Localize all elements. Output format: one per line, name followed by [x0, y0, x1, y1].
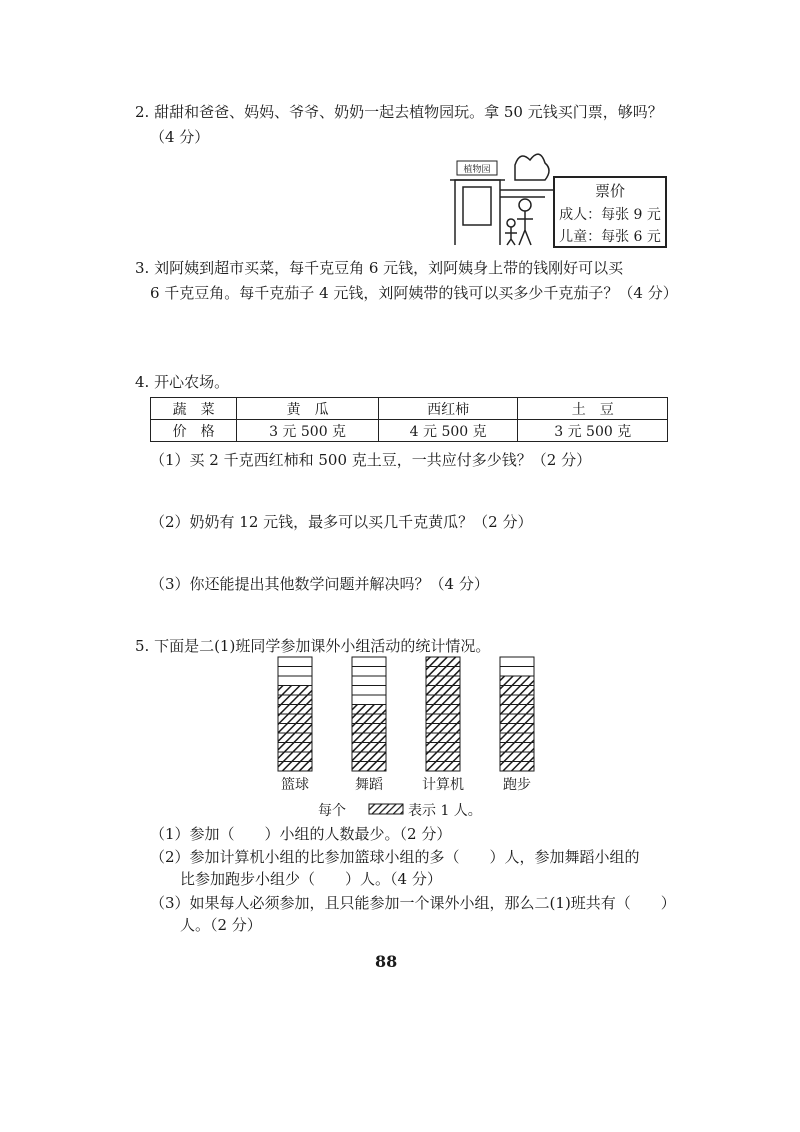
q5-sub1: （1）参加（ ）小组的人数最少。（2 分） [150, 825, 452, 843]
bar-cell [500, 667, 534, 677]
bar-cell [278, 733, 312, 743]
garden-gate-illustration [445, 145, 555, 250]
bar-cell [352, 676, 386, 686]
category-label-篮球: 篮球 [281, 777, 309, 793]
bar-cell [500, 657, 534, 667]
bar-cell [352, 714, 386, 724]
bar-cell [278, 686, 312, 696]
bar-cell [278, 705, 312, 715]
table-cell: 4 元 500 克 [378, 420, 518, 442]
bar-cell [500, 695, 534, 705]
table-cell: 土 豆 [518, 398, 668, 420]
category-label-跑步: 跑步 [503, 777, 531, 793]
bar-cell [426, 695, 460, 705]
vegetable-price-table [150, 397, 668, 442]
bar-cell [278, 762, 312, 772]
bar-cell [278, 667, 312, 677]
bar-cell [352, 743, 386, 753]
bar-cell [352, 695, 386, 705]
q4-sub2: （2）奶奶有 12 元钱，最多可以买几千克黄瓜？（2 分） [150, 513, 533, 531]
bar-cell [426, 657, 460, 667]
bar-cell [352, 657, 386, 667]
bar-cell [500, 676, 534, 686]
bar-cell [278, 724, 312, 734]
q2-text-line1: 2. 甜甜和爸爸、妈妈、爷爷、奶奶一起去植物园玩。拿 50 元钱买门票，够吗？ [135, 103, 663, 121]
bar-cell [352, 724, 386, 734]
table-cell: 黄 瓜 [237, 398, 379, 420]
legend-prefix: 每个 [318, 803, 346, 819]
bar-跑步 [500, 657, 534, 771]
ticket-price-box [553, 176, 667, 248]
bar-cell [500, 686, 534, 696]
q4-sub1: （1）买 2 千克西红柿和 500 克土豆，一共应付多少钱？（2 分） [150, 451, 592, 469]
bar-cell [500, 705, 534, 715]
bar-cell [500, 714, 534, 724]
bar-cell [426, 676, 460, 686]
bar-cell [426, 752, 460, 762]
q2-text-line2: （4 分） [150, 128, 210, 146]
garden-sign: 植物园 [463, 165, 491, 175]
table-row [151, 398, 668, 420]
bar-cell [278, 657, 312, 667]
bar-cell [500, 743, 534, 753]
bar-cell [352, 733, 386, 743]
bar-cell [426, 667, 460, 677]
bar-cell [500, 752, 534, 762]
bar-cell [426, 705, 460, 715]
table-cell: 蔬 菜 [151, 398, 237, 420]
q5-sub3-line2: 人。（2 分） [180, 916, 262, 934]
bar-cell [426, 762, 460, 772]
bar-cell [500, 724, 534, 734]
bar-cell [278, 695, 312, 705]
bar-cell [500, 762, 534, 772]
bar-计算机 [426, 657, 460, 771]
bar-cell [352, 762, 386, 772]
price-adult: 成人：每张 9 元 [559, 207, 661, 223]
q4-sub3: （3）你还能提出其他数学问题并解决吗？（4 分） [150, 575, 489, 593]
bar-cell [352, 686, 386, 696]
activity-bar-chart [270, 655, 560, 800]
price-child: 儿童：每张 6 元 [559, 229, 661, 245]
q4-title: 4. 开心农场。 [135, 373, 230, 391]
bar-舞蹈 [352, 657, 386, 771]
bar-cell [426, 714, 460, 724]
bar-cell [278, 743, 312, 753]
bar-cell [278, 676, 312, 686]
table-cell: 西红柿 [378, 398, 518, 420]
q5-sub2-line2: 比参加跑步小组少（ ）人。（4 分） [180, 870, 442, 888]
bar-cell [426, 686, 460, 696]
bar-篮球 [278, 657, 312, 771]
q3-text-line2: 6 千克豆角。每千克茄子 4 元钱，刘阿姨带的钱可以买多少千克茄子？（4 分） [150, 284, 678, 302]
bar-cell [278, 714, 312, 724]
bar-cell [426, 733, 460, 743]
bar-cell [352, 752, 386, 762]
table-row [151, 420, 668, 442]
table-cell: 3 元 500 克 [237, 420, 379, 442]
category-label-计算机: 计算机 [422, 777, 464, 793]
legend-swatch [368, 803, 404, 815]
price-title: 票价 [594, 182, 625, 200]
bar-cell [352, 667, 386, 677]
bar-cell [500, 733, 534, 743]
q3-text-line1: 3. 刘阿姨到超市买菜，每千克豆角 6 元钱，刘阿姨身上带的钱刚好可以买 [135, 259, 624, 277]
table-cell: 价 格 [151, 420, 237, 442]
bar-cell [426, 724, 460, 734]
bar-cell [426, 743, 460, 753]
table-cell: 3 元 500 克 [518, 420, 668, 442]
bar-cell [352, 705, 386, 715]
bar-cell [278, 752, 312, 762]
page-number: 88 [375, 952, 398, 971]
legend-suffix: 表示 1 人。 [408, 803, 482, 819]
category-label-舞蹈: 舞蹈 [355, 777, 383, 793]
q5-sub2-line1: （2）参加计算机小组的比参加篮球小组的多（ ）人，参加舞蹈小组的 [150, 848, 640, 866]
q5-title: 5. 下面是二(1)班同学参加课外小组活动的统计情况。 [135, 637, 491, 655]
q5-sub3-line1: （3）如果每人必须参加，且只能参加一个课外小组，那么二(1)班共有（ ） [150, 894, 676, 912]
